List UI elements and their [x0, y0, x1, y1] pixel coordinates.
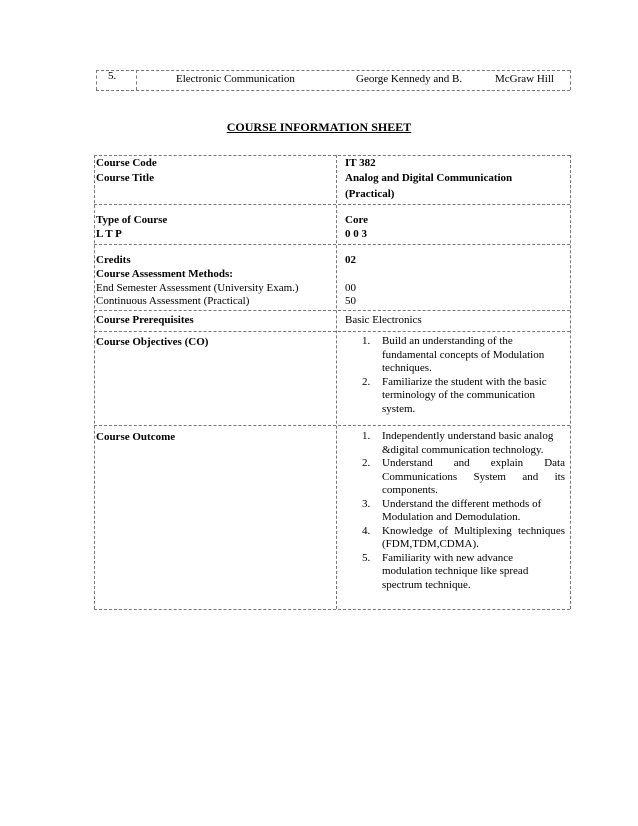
list-item: 4. Knowledge of Multiplexing techniques (FDM,TDM,CDMA). — [362, 524, 565, 550]
end-semester-value: 00 — [345, 282, 356, 294]
credits-value: 02 — [345, 254, 356, 266]
course-title-value: Analog and Digital Communication — [345, 172, 513, 184]
list-item: 1. Build an understanding of the fundamental concepts of Modulation techniques. — [362, 335, 545, 374]
prerequisites-value: Basic Electronics — [345, 314, 422, 326]
end-semester-label: End Semester Assessment (University Exam.) — [96, 282, 299, 294]
ltp-value: 0 0 3 — [345, 228, 367, 240]
course-code-label: Course Code — [96, 157, 157, 169]
outcome-label: Course Outcome — [96, 431, 176, 443]
list-item: 1. Independently understand basic analog &digital communication technology. — [362, 430, 554, 456]
reference-publisher: McGraw Hill — [495, 73, 554, 85]
course-type-value: Core — [345, 214, 369, 226]
list-item: 2. Familiarize the student with the basic terminology of the communication system. — [362, 375, 547, 415]
course-type-label: Type of Course — [96, 214, 168, 226]
reference-author: George Kennedy and B. — [356, 73, 463, 85]
reference-sno: 5. — [108, 70, 117, 82]
objectives-label: Course Objectives (CO) — [96, 336, 209, 348]
sheet-title: COURSE INFORMATION SHEET — [226, 120, 412, 134]
list-item: 3. Understand the different methods of Modulation and Demodulation. — [362, 497, 542, 523]
ltp-label: L T P — [96, 228, 122, 240]
credits-label: Credits — [96, 254, 131, 266]
outcomes-list — [362, 430, 565, 592]
continuous-assessment-label: Continuous Assessment (Practical) — [96, 295, 250, 307]
list-item: 2. Understand and explain Data Communications System and its components. — [362, 457, 565, 496]
list-item: 5. Familiarity with new advance modulation technique like spread spectrum technique. — [362, 551, 529, 591]
reference-title: Electronic Communication — [176, 73, 295, 85]
prerequisites-label: Course Prerequisites — [96, 314, 194, 326]
objectives-list — [362, 335, 562, 416]
course-code-value: IT 382 — [345, 157, 376, 169]
continuous-assessment-value: 50 — [345, 295, 356, 307]
course-title-label: Course Title — [96, 172, 154, 184]
assessment-methods-label: Course Assessment Methods: — [96, 268, 233, 280]
course-title-value-cont: (Practical) — [345, 188, 395, 200]
